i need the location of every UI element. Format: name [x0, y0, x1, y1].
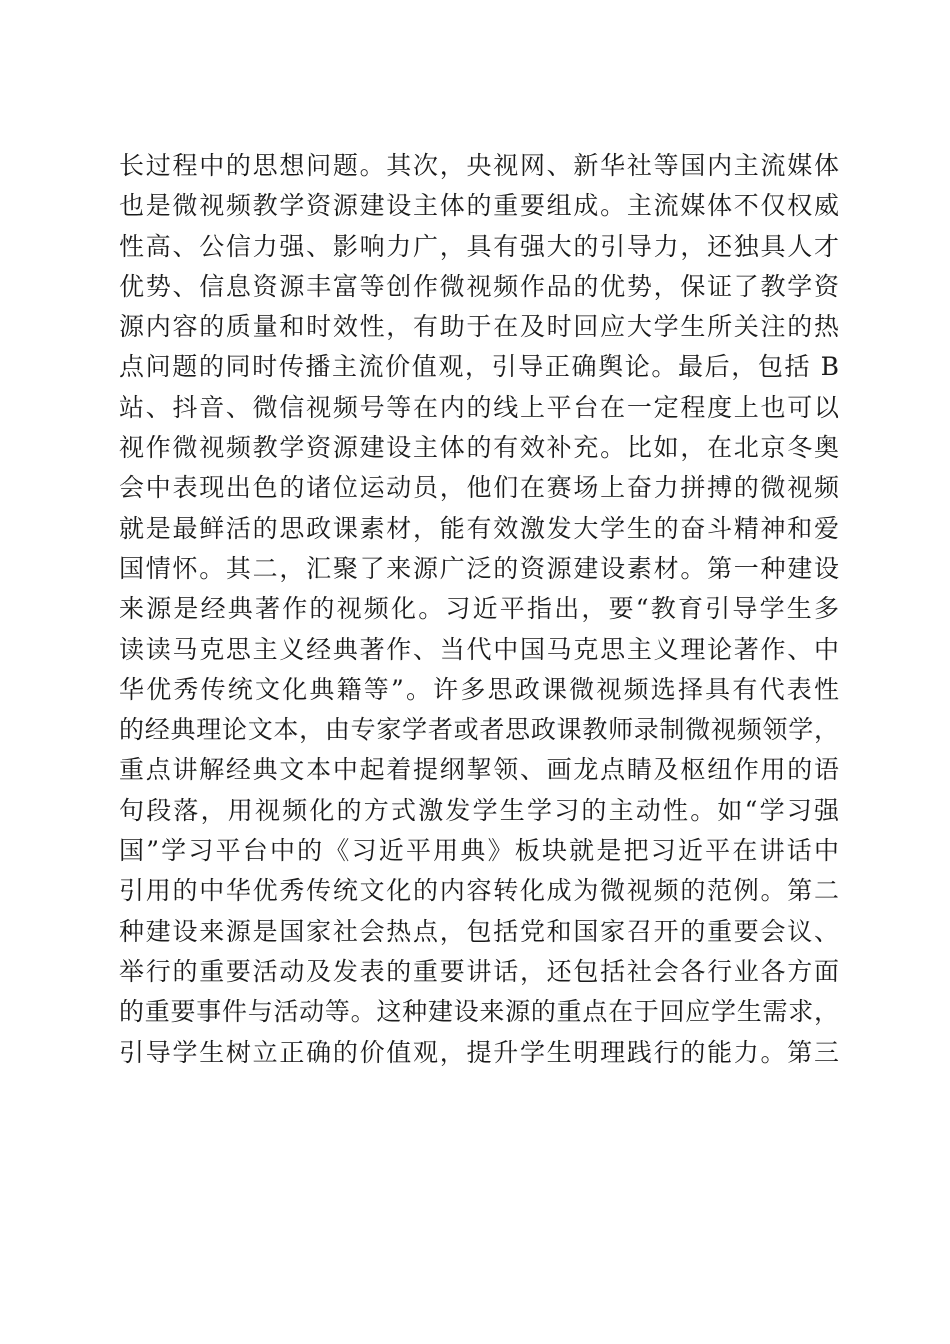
- text-line: 引导学生树立正确的价值观，提升学生明理践行的能力。第三: [119, 1037, 839, 1067]
- text-line: 引用的中华优秀传统文化的内容转化成为微视频的范例。第二: [119, 876, 839, 906]
- text-line: 就是最鲜活的思政课素材，能有效激发大学生的奋斗精神和爱: [119, 513, 839, 543]
- text-line: 的经典理论文本，由专家学者或者思政课教师录制微视频领学，: [119, 715, 839, 745]
- text-line: 站、抖音、微信视频号等在内的线上平台在一定程度上也可以: [119, 392, 839, 422]
- text-line: 国”学习平台中的《习近平用典》板块就是把习近平在讲话中: [119, 836, 839, 866]
- text-line: 国情怀。其二，汇聚了来源广泛的资源建设素材。第一种建设: [119, 553, 839, 583]
- text-line: 种建设来源是国家社会热点，包括党和国家召开的重要会议、: [119, 916, 839, 946]
- text-line: 性高、公信力强、影响力广，具有强大的引导力，还独具人才: [119, 231, 839, 261]
- text-line: 的重要事件与活动等。这种建设来源的重点在于回应学生需求，: [119, 997, 839, 1027]
- text-line: 句段落，用视频化的方式激发学生学习的主动性。如“学习强: [119, 795, 839, 825]
- text-line: 点问题的同时传播主流价值观，引导正确舆论。最后，包括 B: [119, 352, 839, 382]
- text-line: 读读马克思主义经典著作、当代中国马克思主义理论著作、中: [119, 634, 839, 664]
- text-line: 华优秀传统文化典籍等”。许多思政课微视频选择具有代表性: [119, 674, 839, 704]
- text-line: 会中表现出色的诸位运动员，他们在赛场上奋力拼搏的微视频: [119, 473, 839, 503]
- text-line: 优势、信息资源丰富等创作微视频作品的优势，保证了教学资: [119, 271, 839, 301]
- text-line: 视作微视频教学资源建设主体的有效补充。比如，在北京冬奥: [119, 433, 839, 463]
- text-line: 也是微视频教学资源建设主体的重要组成。主流媒体不仅权威: [119, 191, 839, 221]
- body-text: [119, 146, 839, 1073]
- text-line: 举行的重要活动及发表的重要讲话，还包括社会各行业各方面: [119, 956, 839, 986]
- text-line: 重点讲解经典文本中起着提纲挈领、画龙点睛及枢纽作用的语: [119, 755, 839, 785]
- text-line: 长过程中的思想问题。其次，央视网、新华社等国内主流媒体: [119, 151, 839, 180]
- text-line: 来源是经典著作的视频化。习近平指出，要“教育引导学生多: [119, 594, 839, 624]
- text-line: 源内容的质量和时效性，有助于在及时回应大学生所关注的热: [119, 312, 839, 342]
